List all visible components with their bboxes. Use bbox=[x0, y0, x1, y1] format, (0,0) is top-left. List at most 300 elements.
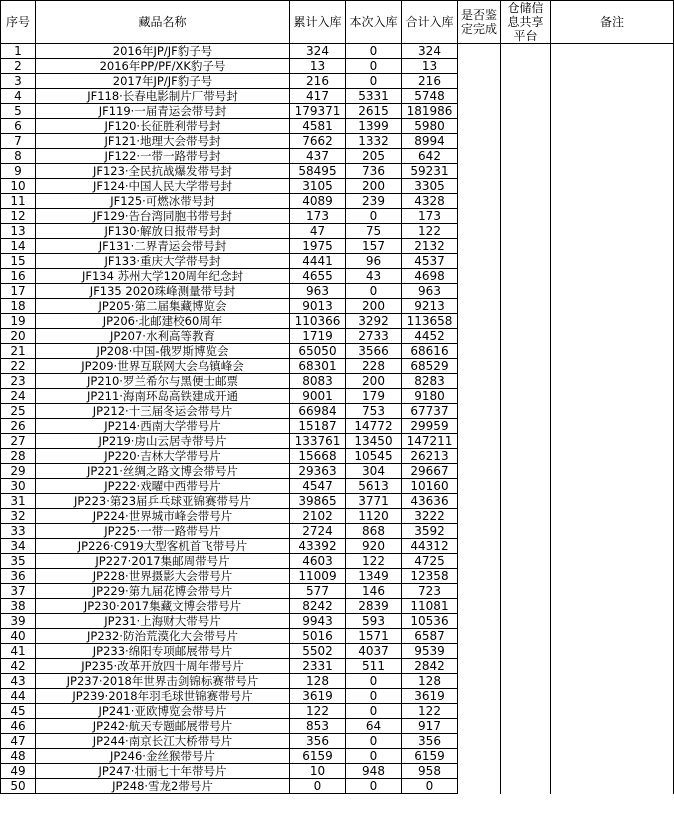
cell-platform bbox=[501, 719, 551, 734]
cell-name: JP208·中国-俄罗斯博览会 bbox=[36, 344, 290, 359]
table-row bbox=[1, 329, 674, 344]
cell-appraised bbox=[458, 494, 501, 509]
cell-remarks bbox=[551, 179, 674, 194]
cell-platform bbox=[501, 614, 551, 629]
cell-idx: 24 bbox=[1, 389, 36, 404]
cell-total: 4537 bbox=[402, 254, 458, 269]
cell-idx: 50 bbox=[1, 779, 36, 794]
cell-name: JF124·中国人民大学带号封 bbox=[36, 179, 290, 194]
cell-name: JP231·上海财大带号片 bbox=[36, 614, 290, 629]
table-row bbox=[1, 134, 674, 149]
cell-name: 2016年PP/PF/XK豹子号 bbox=[36, 59, 290, 74]
cell-appraised bbox=[458, 539, 501, 554]
table-row bbox=[1, 674, 674, 689]
cell-platform bbox=[501, 329, 551, 344]
cell-current: 200 bbox=[346, 179, 402, 194]
table-row bbox=[1, 149, 674, 164]
cell-idx: 3 bbox=[1, 74, 36, 89]
cell-platform bbox=[501, 644, 551, 659]
table-row bbox=[1, 164, 674, 179]
cell-total: 3305 bbox=[402, 179, 458, 194]
cell-appraised bbox=[458, 719, 501, 734]
cell-appraised bbox=[458, 404, 501, 419]
cell-cumulative: 4603 bbox=[290, 554, 346, 569]
cell-platform bbox=[501, 179, 551, 194]
table-row bbox=[1, 209, 674, 224]
cell-total: 67737 bbox=[402, 404, 458, 419]
cell-platform bbox=[501, 284, 551, 299]
cell-remarks bbox=[551, 569, 674, 584]
cell-total: 6159 bbox=[402, 749, 458, 764]
cell-total: 59231 bbox=[402, 164, 458, 179]
cell-total: 13 bbox=[402, 59, 458, 74]
cell-platform bbox=[501, 314, 551, 329]
cell-total: 68529 bbox=[402, 359, 458, 374]
cell-cumulative: 853 bbox=[290, 719, 346, 734]
cell-appraised bbox=[458, 149, 501, 164]
cell-idx: 47 bbox=[1, 734, 36, 749]
cell-name: 2016年JP/JF豹子号 bbox=[36, 44, 290, 59]
cell-idx: 36 bbox=[1, 569, 36, 584]
table-row bbox=[1, 359, 674, 374]
cell-current: 753 bbox=[346, 404, 402, 419]
cell-idx: 42 bbox=[1, 659, 36, 674]
cell-total: 173 bbox=[402, 209, 458, 224]
header-idx: 序号 bbox=[1, 1, 36, 44]
cell-remarks bbox=[551, 749, 674, 764]
cell-cumulative: 417 bbox=[290, 89, 346, 104]
cell-remarks bbox=[551, 389, 674, 404]
cell-remarks bbox=[551, 434, 674, 449]
cell-name: JP214·西南大学带号片 bbox=[36, 419, 290, 434]
cell-platform bbox=[501, 344, 551, 359]
cell-remarks bbox=[551, 674, 674, 689]
cell-idx: 27 bbox=[1, 434, 36, 449]
cell-appraised bbox=[458, 479, 501, 494]
cell-idx: 44 bbox=[1, 689, 36, 704]
cell-name: JP247·壮丽七十年带号片 bbox=[36, 764, 290, 779]
cell-name: JF135 2020珠峰测量带号封 bbox=[36, 284, 290, 299]
cell-current: 228 bbox=[346, 359, 402, 374]
header-cumulative: 累计入库 bbox=[290, 1, 346, 44]
cell-idx: 23 bbox=[1, 374, 36, 389]
cell-appraised bbox=[458, 434, 501, 449]
cell-cumulative: 47 bbox=[290, 224, 346, 239]
cell-total: 4452 bbox=[402, 329, 458, 344]
cell-cumulative: 4547 bbox=[290, 479, 346, 494]
cell-name: JF130·解放日报带号封 bbox=[36, 224, 290, 239]
table-row bbox=[1, 779, 674, 794]
table-body bbox=[1, 44, 674, 794]
cell-current: 0 bbox=[346, 704, 402, 719]
cell-total: 122 bbox=[402, 704, 458, 719]
cell-cumulative: 3105 bbox=[290, 179, 346, 194]
cell-cumulative: 577 bbox=[290, 584, 346, 599]
cell-platform bbox=[501, 149, 551, 164]
cell-idx: 41 bbox=[1, 644, 36, 659]
cell-cumulative: 15668 bbox=[290, 449, 346, 464]
table-row bbox=[1, 449, 674, 464]
cell-platform bbox=[501, 434, 551, 449]
cell-remarks bbox=[551, 479, 674, 494]
cell-remarks bbox=[551, 554, 674, 569]
cell-current: 14772 bbox=[346, 419, 402, 434]
cell-platform bbox=[501, 779, 551, 794]
cell-appraised bbox=[458, 374, 501, 389]
cell-remarks bbox=[551, 164, 674, 179]
cell-total: 0 bbox=[402, 779, 458, 794]
cell-platform bbox=[501, 59, 551, 74]
cell-platform bbox=[501, 659, 551, 674]
cell-remarks bbox=[551, 374, 674, 389]
header-remarks: 备注 bbox=[551, 1, 674, 44]
cell-idx: 4 bbox=[1, 89, 36, 104]
cell-remarks bbox=[551, 644, 674, 659]
cell-appraised bbox=[458, 299, 501, 314]
cell-platform bbox=[501, 509, 551, 524]
cell-remarks bbox=[551, 134, 674, 149]
table-row bbox=[1, 539, 674, 554]
cell-platform bbox=[501, 689, 551, 704]
cell-name: JP248·雪龙2带号片 bbox=[36, 779, 290, 794]
cell-current: 1571 bbox=[346, 629, 402, 644]
cell-current: 948 bbox=[346, 764, 402, 779]
cell-cumulative: 10 bbox=[290, 764, 346, 779]
cell-platform bbox=[501, 494, 551, 509]
cell-remarks bbox=[551, 599, 674, 614]
cell-appraised bbox=[458, 359, 501, 374]
cell-platform bbox=[501, 629, 551, 644]
cell-cumulative: 2724 bbox=[290, 524, 346, 539]
cell-remarks bbox=[551, 344, 674, 359]
cell-cumulative: 7662 bbox=[290, 134, 346, 149]
cell-cumulative: 8083 bbox=[290, 374, 346, 389]
cell-total: 12358 bbox=[402, 569, 458, 584]
cell-remarks bbox=[551, 74, 674, 89]
table-row bbox=[1, 659, 674, 674]
cell-total: 29959 bbox=[402, 419, 458, 434]
cell-current: 205 bbox=[346, 149, 402, 164]
cell-name: JF122·一带一路带号封 bbox=[36, 149, 290, 164]
cell-platform bbox=[501, 584, 551, 599]
cell-name: JP220·吉林大学带号片 bbox=[36, 449, 290, 464]
table-row bbox=[1, 524, 674, 539]
cell-appraised bbox=[458, 614, 501, 629]
cell-current: 1349 bbox=[346, 569, 402, 584]
cell-idx: 38 bbox=[1, 599, 36, 614]
cell-cumulative: 6159 bbox=[290, 749, 346, 764]
cell-appraised bbox=[458, 704, 501, 719]
cell-name: JP232·防治荒漠化大会带号片 bbox=[36, 629, 290, 644]
table-row bbox=[1, 389, 674, 404]
table-row bbox=[1, 434, 674, 449]
table-row bbox=[1, 464, 674, 479]
cell-name: JF131·二界青运会带号封 bbox=[36, 239, 290, 254]
cell-total: 4725 bbox=[402, 554, 458, 569]
cell-idx: 20 bbox=[1, 329, 36, 344]
cell-idx: 1 bbox=[1, 44, 36, 59]
table-row bbox=[1, 89, 674, 104]
cell-idx: 49 bbox=[1, 764, 36, 779]
cell-current: 200 bbox=[346, 374, 402, 389]
cell-total: 43636 bbox=[402, 494, 458, 509]
cell-appraised bbox=[458, 134, 501, 149]
cell-cumulative: 68301 bbox=[290, 359, 346, 374]
cell-remarks bbox=[551, 284, 674, 299]
cell-current: 5613 bbox=[346, 479, 402, 494]
cell-current: 0 bbox=[346, 734, 402, 749]
cell-name: JP206·北邮建校60周年 bbox=[36, 314, 290, 329]
cell-appraised bbox=[458, 329, 501, 344]
cell-total: 9213 bbox=[402, 299, 458, 314]
cell-current: 511 bbox=[346, 659, 402, 674]
cell-total: 2132 bbox=[402, 239, 458, 254]
cell-total: 10160 bbox=[402, 479, 458, 494]
cell-appraised bbox=[458, 284, 501, 299]
cell-remarks bbox=[551, 239, 674, 254]
cell-remarks bbox=[551, 89, 674, 104]
table-row bbox=[1, 494, 674, 509]
cell-current: 1120 bbox=[346, 509, 402, 524]
cell-name: JF134 苏州大学120周年纪念封 bbox=[36, 269, 290, 284]
cell-cumulative: 9001 bbox=[290, 389, 346, 404]
table-row bbox=[1, 629, 674, 644]
cell-cumulative: 133761 bbox=[290, 434, 346, 449]
cell-appraised bbox=[458, 554, 501, 569]
cell-current: 239 bbox=[346, 194, 402, 209]
cell-idx: 21 bbox=[1, 344, 36, 359]
cell-idx: 15 bbox=[1, 254, 36, 269]
cell-total: 963 bbox=[402, 284, 458, 299]
cell-platform bbox=[501, 764, 551, 779]
cell-name: 2017年JP/JF豹子号 bbox=[36, 74, 290, 89]
cell-total: 958 bbox=[402, 764, 458, 779]
table-row bbox=[1, 284, 674, 299]
cell-name: JP225·一带一路带号片 bbox=[36, 524, 290, 539]
cell-platform bbox=[501, 749, 551, 764]
cell-total: 3592 bbox=[402, 524, 458, 539]
cell-appraised bbox=[458, 89, 501, 104]
cell-current: 736 bbox=[346, 164, 402, 179]
table-row bbox=[1, 44, 674, 59]
cell-remarks bbox=[551, 404, 674, 419]
cell-name: JF129·告台湾同胞书带号封 bbox=[36, 209, 290, 224]
cell-remarks bbox=[551, 419, 674, 434]
cell-platform bbox=[501, 554, 551, 569]
header-appraised: 是否鉴定完成 bbox=[458, 1, 501, 44]
table-row bbox=[1, 734, 674, 749]
cell-total: 9539 bbox=[402, 644, 458, 659]
cell-remarks bbox=[551, 689, 674, 704]
table-row bbox=[1, 239, 674, 254]
table-row bbox=[1, 644, 674, 659]
cell-idx: 31 bbox=[1, 494, 36, 509]
cell-total: 3222 bbox=[402, 509, 458, 524]
cell-remarks bbox=[551, 734, 674, 749]
cell-name: JP224·世界城市峰会带号片 bbox=[36, 509, 290, 524]
cell-platform bbox=[501, 704, 551, 719]
table-row bbox=[1, 59, 674, 74]
table-row bbox=[1, 269, 674, 284]
cell-current: 1332 bbox=[346, 134, 402, 149]
cell-current: 2733 bbox=[346, 329, 402, 344]
cell-idx: 33 bbox=[1, 524, 36, 539]
cell-total: 3619 bbox=[402, 689, 458, 704]
cell-cumulative: 2331 bbox=[290, 659, 346, 674]
cell-cumulative: 963 bbox=[290, 284, 346, 299]
cell-current: 0 bbox=[346, 749, 402, 764]
cell-current: 0 bbox=[346, 689, 402, 704]
table-row bbox=[1, 614, 674, 629]
cell-remarks bbox=[551, 539, 674, 554]
cell-total: 147211 bbox=[402, 434, 458, 449]
cell-total: 113658 bbox=[402, 314, 458, 329]
cell-appraised bbox=[458, 344, 501, 359]
cell-name: JP221·丝绸之路文博会带号片 bbox=[36, 464, 290, 479]
cell-appraised bbox=[458, 59, 501, 74]
cell-name: JP222·戏曜中西带号片 bbox=[36, 479, 290, 494]
table-row bbox=[1, 569, 674, 584]
cell-cumulative: 5502 bbox=[290, 644, 346, 659]
cell-cumulative: 39865 bbox=[290, 494, 346, 509]
cell-idx: 6 bbox=[1, 119, 36, 134]
cell-remarks bbox=[551, 104, 674, 119]
table-row bbox=[1, 479, 674, 494]
cell-idx: 12 bbox=[1, 209, 36, 224]
cell-name: JP237·2018年世界击剑锦标赛带号片 bbox=[36, 674, 290, 689]
cell-idx: 32 bbox=[1, 509, 36, 524]
cell-remarks bbox=[551, 584, 674, 599]
cell-total: 2842 bbox=[402, 659, 458, 674]
cell-current: 304 bbox=[346, 464, 402, 479]
cell-total: 128 bbox=[402, 674, 458, 689]
table-row bbox=[1, 554, 674, 569]
table-row bbox=[1, 224, 674, 239]
cell-cumulative: 4089 bbox=[290, 194, 346, 209]
cell-current: 13450 bbox=[346, 434, 402, 449]
cell-remarks bbox=[551, 494, 674, 509]
cell-appraised bbox=[458, 389, 501, 404]
cell-remarks bbox=[551, 509, 674, 524]
cell-platform bbox=[501, 539, 551, 554]
cell-idx: 45 bbox=[1, 704, 36, 719]
cell-appraised bbox=[458, 569, 501, 584]
table-row bbox=[1, 689, 674, 704]
cell-idx: 8 bbox=[1, 149, 36, 164]
cell-platform bbox=[501, 464, 551, 479]
cell-appraised bbox=[458, 314, 501, 329]
cell-name: JF119·一届青运会带号封 bbox=[36, 104, 290, 119]
cell-appraised bbox=[458, 44, 501, 59]
cell-idx: 30 bbox=[1, 479, 36, 494]
header-name: 藏品名称 bbox=[36, 1, 290, 44]
cell-platform bbox=[501, 674, 551, 689]
cell-appraised bbox=[458, 629, 501, 644]
cell-cumulative: 65050 bbox=[290, 344, 346, 359]
cell-idx: 37 bbox=[1, 584, 36, 599]
cell-cumulative: 437 bbox=[290, 149, 346, 164]
cell-appraised bbox=[458, 509, 501, 524]
cell-platform bbox=[501, 194, 551, 209]
cell-remarks bbox=[551, 119, 674, 134]
table-row bbox=[1, 599, 674, 614]
cell-name: JP219·房山云居寺带号片 bbox=[36, 434, 290, 449]
cell-total: 216 bbox=[402, 74, 458, 89]
table-row bbox=[1, 299, 674, 314]
cell-current: 10545 bbox=[346, 449, 402, 464]
cell-cumulative: 4655 bbox=[290, 269, 346, 284]
header-row bbox=[1, 1, 674, 44]
cell-cumulative: 11009 bbox=[290, 569, 346, 584]
cell-appraised bbox=[458, 269, 501, 284]
cell-total: 6587 bbox=[402, 629, 458, 644]
cell-platform bbox=[501, 479, 551, 494]
cell-appraised bbox=[458, 524, 501, 539]
cell-appraised bbox=[458, 764, 501, 779]
cell-remarks bbox=[551, 614, 674, 629]
cell-name: JP229·第九届花博会带号片 bbox=[36, 584, 290, 599]
table-row bbox=[1, 374, 674, 389]
cell-name: JP205·第二届集藏博览会 bbox=[36, 299, 290, 314]
cell-name: JP223·第23届乒乓球亚锦赛带号片 bbox=[36, 494, 290, 509]
cell-remarks bbox=[551, 659, 674, 674]
cell-total: 642 bbox=[402, 149, 458, 164]
cell-remarks bbox=[551, 194, 674, 209]
cell-total: 181986 bbox=[402, 104, 458, 119]
cell-cumulative: 13 bbox=[290, 59, 346, 74]
cell-cumulative: 0 bbox=[290, 779, 346, 794]
cell-cumulative: 9013 bbox=[290, 299, 346, 314]
cell-appraised bbox=[458, 74, 501, 89]
cell-name: JP210·罗兰希尔与黑便士邮票 bbox=[36, 374, 290, 389]
cell-current: 157 bbox=[346, 239, 402, 254]
cell-appraised bbox=[458, 449, 501, 464]
cell-appraised bbox=[458, 104, 501, 119]
cell-remarks bbox=[551, 209, 674, 224]
cell-cumulative: 1975 bbox=[290, 239, 346, 254]
cell-name: JP211·海南环岛高铁建成开通 bbox=[36, 389, 290, 404]
table-row bbox=[1, 194, 674, 209]
cell-idx: 22 bbox=[1, 359, 36, 374]
cell-appraised bbox=[458, 779, 501, 794]
cell-cumulative: 5016 bbox=[290, 629, 346, 644]
cell-platform bbox=[501, 74, 551, 89]
table-row bbox=[1, 719, 674, 734]
cell-appraised bbox=[458, 179, 501, 194]
cell-total: 11081 bbox=[402, 599, 458, 614]
cell-appraised bbox=[458, 164, 501, 179]
cell-appraised bbox=[458, 599, 501, 614]
cell-appraised bbox=[458, 119, 501, 134]
cell-appraised bbox=[458, 194, 501, 209]
cell-cumulative: 66984 bbox=[290, 404, 346, 419]
cell-platform bbox=[501, 359, 551, 374]
cell-appraised bbox=[458, 749, 501, 764]
cell-current: 0 bbox=[346, 779, 402, 794]
cell-remarks bbox=[551, 524, 674, 539]
cell-appraised bbox=[458, 674, 501, 689]
cell-total: 122 bbox=[402, 224, 458, 239]
header-platform: 仓储信息共享平台 bbox=[501, 1, 551, 44]
cell-total: 44312 bbox=[402, 539, 458, 554]
cell-total: 4698 bbox=[402, 269, 458, 284]
cell-cumulative: 173 bbox=[290, 209, 346, 224]
cell-total: 356 bbox=[402, 734, 458, 749]
cell-platform bbox=[501, 269, 551, 284]
cell-cumulative: 324 bbox=[290, 44, 346, 59]
cell-idx: 25 bbox=[1, 404, 36, 419]
cell-cumulative: 29363 bbox=[290, 464, 346, 479]
